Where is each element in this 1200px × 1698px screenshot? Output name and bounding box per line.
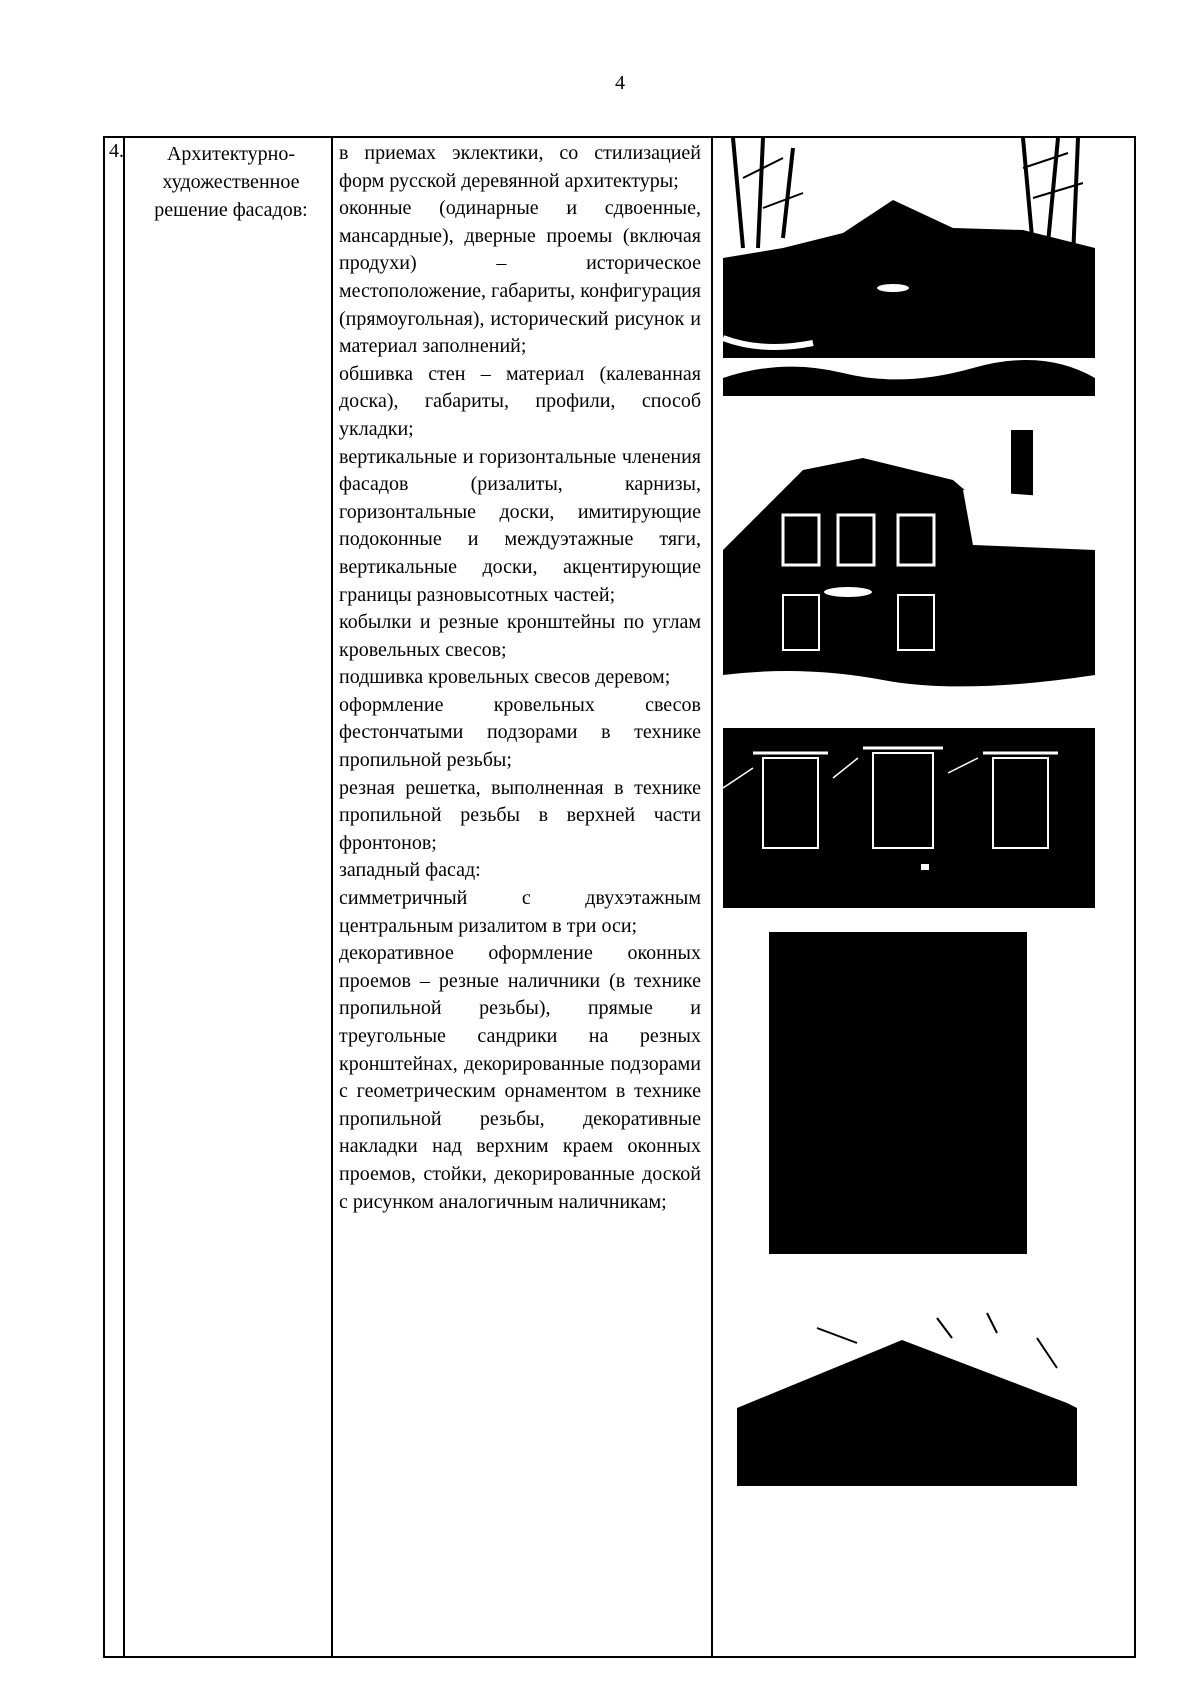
description-paragraph: кобылки и резные кронштейны по углам кровельных свесов; bbox=[339, 611, 701, 661]
facade-photo-5 bbox=[737, 1308, 1077, 1488]
facade-photo-3 bbox=[723, 728, 1095, 908]
facade-photo-4 bbox=[769, 932, 1027, 1254]
description-paragraph: декоративное оформление оконных проемов – резные наличники (в технике пропильной резьбы), прямые и треугольные сандрики на резных кронштейнах, декорированные подзорами с геометрическим орнаментом в технике пропильной резьбы, декоративные накладки над верхним краем оконных проемов, стойки, декорированные доской с рисунком аналогичным наличникам; bbox=[339, 942, 701, 1213]
row-name: Архитектурно-художественное решение фасадов: bbox=[154, 143, 308, 221]
page-number: 4 bbox=[615, 72, 625, 94]
description-paragraph: в приемах эклектики, со стилизацией форм русской деревянной архитектуры; bbox=[339, 142, 701, 192]
heritage-table bbox=[103, 136, 1136, 1658]
description-paragraph: резная решетка, выполненная в технике пропильной резьбы в верхней части фронтонов; bbox=[339, 776, 701, 854]
divider-description bbox=[711, 138, 713, 1656]
row-description bbox=[339, 140, 701, 1216]
divider-number bbox=[123, 138, 125, 1656]
description-paragraph: вертикальные и горизонтальные членения фасадов (ризалиты, карнизы, горизонтальные доски, имитирующие подоконные и междуэтажные тяги, вертикальные доски, акцентирующие границы разновысотных частей; bbox=[339, 445, 701, 606]
divider-name bbox=[331, 138, 333, 1656]
facade-photo-1 bbox=[723, 138, 1095, 408]
description-paragraph: оконные (одинарные и сдвоенные, мансардные), дверные проемы (включая продухи) – историческое местоположение, габариты, конфигурация (прямоугольная), исторический рисунок и материал заполнений; bbox=[339, 197, 701, 358]
description-paragraph: симметричный с двухэтажным центральным ризалитом в три оси; bbox=[339, 887, 701, 937]
description-paragraph: оформление кровельных свесов фестончатыми подзорами в технике пропильной резьбы; bbox=[339, 693, 701, 772]
description-paragraph: подшивка кровельных свесов деревом; bbox=[339, 666, 671, 689]
description-paragraph: обшивка стен – материал (калеванная доска), габариты, профили, способ укладки; bbox=[339, 362, 701, 440]
description-paragraph: западный фасад: bbox=[339, 859, 481, 882]
row-number: 4. bbox=[109, 140, 124, 162]
facade-photo-2 bbox=[723, 430, 1095, 702]
